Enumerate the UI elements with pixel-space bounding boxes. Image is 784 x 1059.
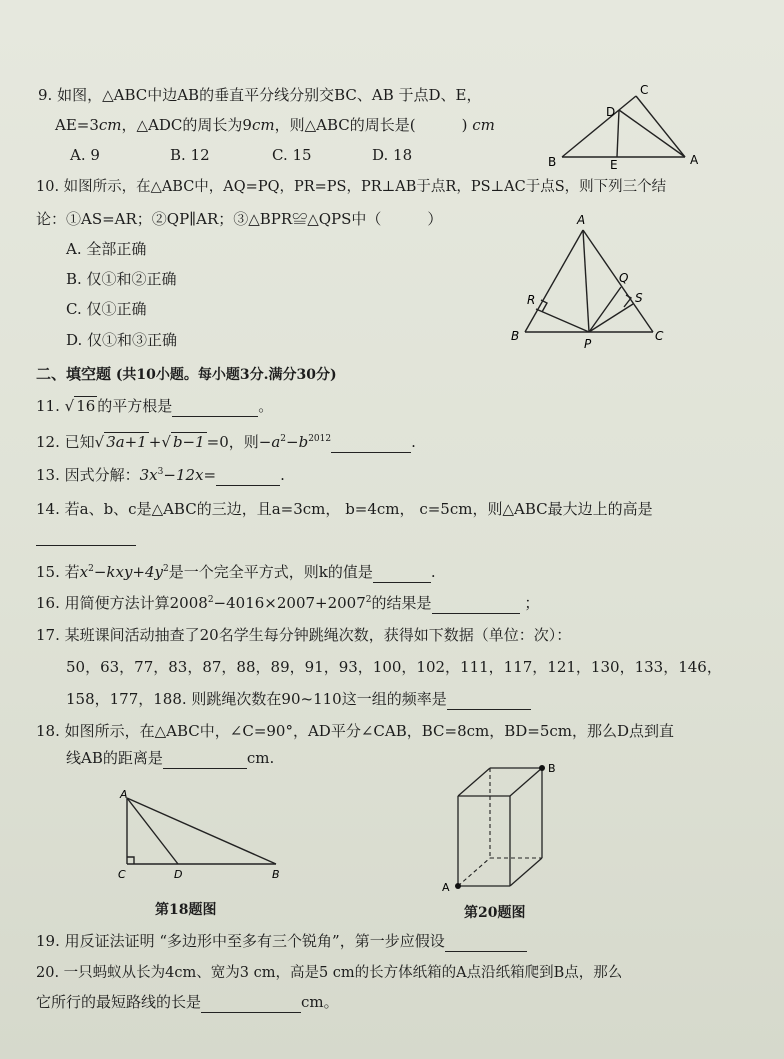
q10-segment-pr: [536, 309, 589, 332]
q10-figure: [505, 212, 685, 352]
q18-figure-caption: 第18题图: [155, 902, 217, 918]
q20-line2: 它所行的最短路线的长是 cm。: [36, 993, 339, 1011]
q20-label-a: A: [442, 881, 450, 894]
q10-label-b: B: [511, 329, 520, 343]
q18-figure: [112, 786, 302, 886]
q9-figure: [540, 80, 710, 170]
q10-line1: 10. 如图所示，在△ABC中，AQ=PQ，PR=PS，PR⊥AB于点R，PS⊥AC于点S，则下列三个结: [36, 179, 667, 195]
q10-segment-ps: [589, 304, 633, 332]
q10-label-p: P: [584, 337, 592, 351]
q10-segment-ap: [583, 230, 589, 332]
q19: 19. 用反证法证明 “多边形中至多有三个锐角”，第一步应假设: [36, 930, 527, 952]
q20-figure: [430, 758, 570, 898]
q9-side-bc: [562, 96, 636, 157]
q11: 11. √ 16 的平方根是 。: [36, 397, 274, 415]
q18-right-angle: [127, 857, 134, 864]
q15: 15. 若$x^2-kxy+4y^2$是一个完全平方式，则k的值是 .: [36, 563, 436, 581]
q10-option-b: B. 仅①和②正确: [66, 270, 177, 288]
q18-label-c: C: [118, 868, 126, 881]
q18-bisector-ad: [127, 798, 178, 864]
q16: 16. 用简便方法计算$2008^2-4016\times 2007+2007^2$的结果是 ；: [36, 594, 540, 612]
q9-perp-bisector: [617, 110, 619, 157]
q10-label-r: R: [527, 293, 536, 307]
q9-option-a: A. 9: [70, 146, 100, 164]
q18-label-b: B: [272, 868, 280, 881]
q9-line1: 9. 如图，△ABC中边AB的垂直平分线分别交BC、AB 于点D、E，: [38, 86, 482, 104]
q9-label-a: A: [690, 153, 699, 167]
q20-label-b: B: [548, 762, 556, 775]
point-b-dot: [539, 765, 545, 771]
cuboid-bottom-right: [510, 858, 542, 886]
cuboid-hidden-diagonal: [458, 858, 490, 886]
q18-line2: 线AB的距离是 cm.: [66, 749, 275, 767]
q18-side-ab: [127, 798, 276, 864]
q14-line1: 14. 若a、b、c是△ABC的三边，且a=3cm， b=4cm， c=5cm，则△ABC最大边上的高是: [36, 500, 653, 518]
q9-segment-da: [619, 110, 685, 157]
q18-label-a: A: [120, 788, 128, 801]
q9-label-c: C: [640, 83, 649, 97]
cuboid-top-right: [510, 768, 542, 796]
q9-option-b: B. 12: [170, 146, 210, 164]
q10-label-c: C: [655, 329, 664, 343]
q10-segment-pq: [589, 287, 621, 332]
q17-line1: 17. 某班课间活动抽查了20名学生每分钟跳绳次数，获得如下数据（单位：次）：: [36, 626, 572, 644]
q9-line2: AE=3cm，△ADC的周长为9cm，则△ABC的周长是( ) cm: [55, 116, 495, 134]
q9-label-e: E: [610, 158, 618, 170]
q18-label-d: D: [174, 868, 183, 881]
q18-line1: 18. 如图所示，在△ABC中，∠C=90°，AD平分∠CAB，BC=8cm，BD=5cm，那么D点到直: [36, 722, 675, 740]
q20-line1: 20. 一只蚂蚁从长为4cm、宽为3 cm，高是5 cm的长方体纸箱的A点沿纸箱爬到B点，那么: [36, 965, 623, 981]
point-a-dot: [455, 883, 461, 889]
q10-label-q: Q: [619, 271, 629, 285]
q10-label-a: A: [577, 213, 586, 227]
q17-data-line: 50，63，77，83，87，88，89，91，93，100，102，111，117，121，130，133，146，: [66, 658, 722, 676]
q9-label-b: B: [548, 155, 557, 169]
q12: 12. 已知√ 3a+1 +√ b−1 =0，则$-a^2-b^{2012}$ .: [36, 433, 416, 451]
q9-label-d: D: [606, 105, 616, 119]
q9-option-c: C. 15: [272, 146, 312, 164]
section2-heading: 二、填空题 (共10小题。每小题3分.满分30分): [36, 365, 337, 383]
q13: 13. 因式分解：$3x^3-12x=$ .: [36, 466, 285, 484]
q10-side-ac: [583, 230, 653, 332]
q20-figure-caption: 第20题图: [464, 905, 526, 921]
q10-label-s: S: [635, 291, 643, 305]
q17-line3: 158，177，188. 则跳绳次数在90~110这一组的频率是: [66, 688, 531, 710]
q10-option-d: D. 仅①和③正确: [66, 331, 178, 349]
q9-option-d: D. 18: [372, 146, 413, 164]
q14-answer-blank[interactable]: [36, 524, 136, 546]
q10-line2: 论：①AS=AR；②QP∥AR；③△BPR≌△QPS中（ ）: [36, 210, 443, 228]
q10-option-a: A. 全部正确: [66, 240, 147, 258]
cuboid-top-left: [458, 768, 490, 796]
q10-option-c: C. 仅①正确: [66, 300, 147, 318]
